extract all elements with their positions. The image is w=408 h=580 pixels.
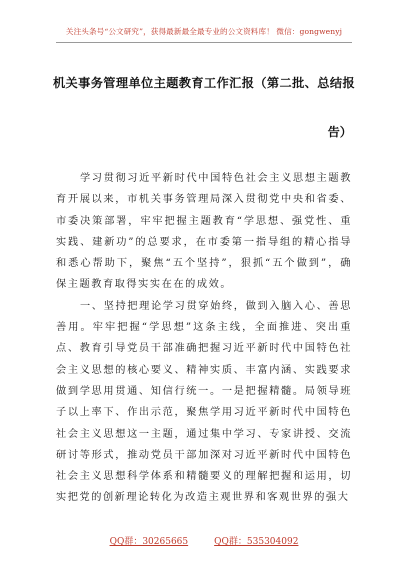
header-divider xyxy=(56,42,352,43)
document-title: 机关事务管理单位主题教育工作汇报（第二批、总结报 xyxy=(52,76,356,90)
body-paragraph-section-one: 一、坚持把理论学习贯穿始终，做到入脑入心、善思善用。牢牢把握“学思想”这条主线，全面推进、突出重点、教育引导党员干部准确把握习近平新时代中国特色社会主义思想的核心要义、精神实质、丰富内涵、实践要求做到学思用贯通、知信行统一。一是把握精髓。局领导班子以上率下、作出示范，聚焦学用习近平新时代中国特色社会主义思想这一主题，通过集中学习、专家讲授、交流研讨等形式，推动党员干部加深对习近平新时代中国特色社会主义思想科学体系和精髓要义的理解把握和运用，切实把党的创新理论转化为改造主观世界和客观世界的强大 xyxy=(56,300,352,504)
header-banner: 关注头条号“公文研究”，获得最新最全最专业的公文资料库！ 微信：gongwenyj xyxy=(65,27,343,36)
footer-qq-group-1: QQ群：30265665 xyxy=(109,537,189,547)
footer-contacts xyxy=(0,534,408,547)
body-paragraph-intro: 学习贯彻习近平新时代中国特色社会主义思想主题教育开展以来，市机关事务管理局深入贯彻党中央和省委、市委决策部署，牢牢把握主题教育“学思想、强党性、重实践、建新功”的总要求，在市委第一指导组的精心指导和悉心帮助下，聚焦“五个坚持”，狠抓“五个做到”，确保主题教育取得实实在在的成效。 xyxy=(56,173,352,291)
document-title-continuation: 告） xyxy=(327,125,352,139)
footer-qq-group-2: QQ群：535304092 xyxy=(214,537,299,547)
document-body xyxy=(56,168,352,509)
